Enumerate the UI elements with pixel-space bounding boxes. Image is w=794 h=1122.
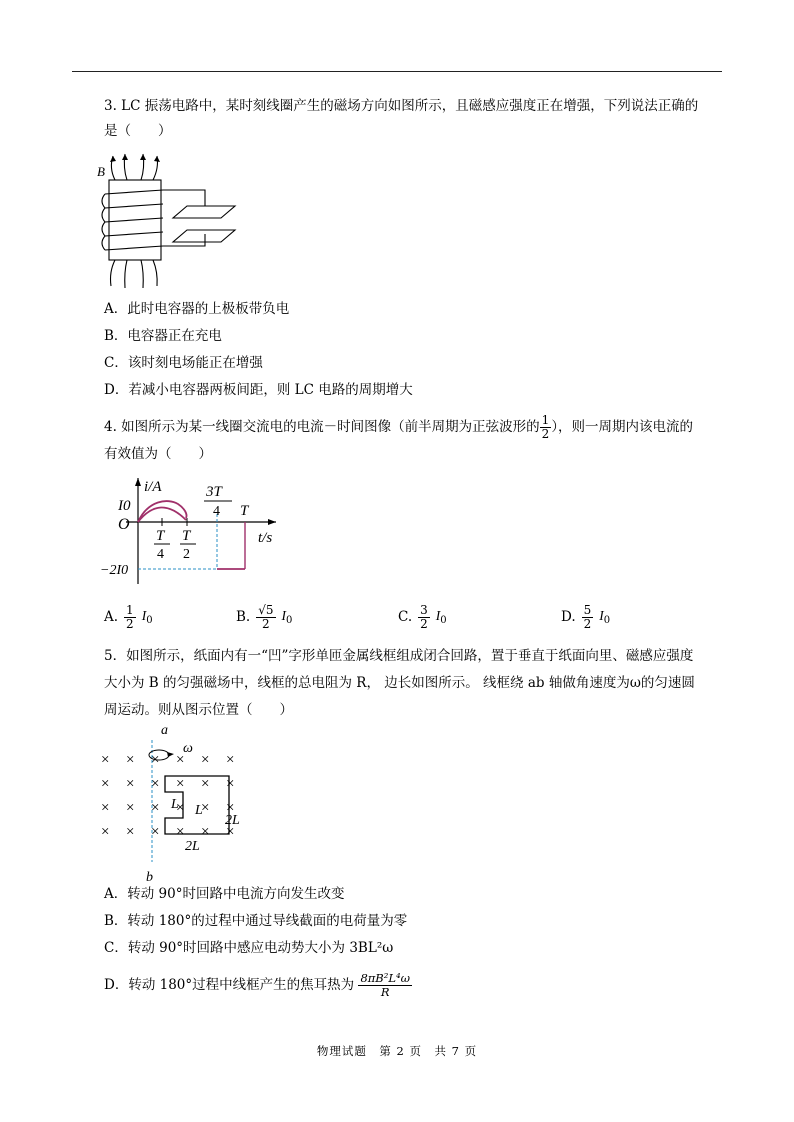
q4-tick-T2-num: T (182, 528, 191, 544)
field-cross: × (151, 752, 160, 768)
q5-option-d: D．转动 180°过程中线框产生的焦耳热为 $\frac{\text{8πB²L⁴ω}}{R}$ (104, 971, 410, 999)
field-cross: × (126, 824, 135, 840)
q4-stem-line1: 4. 如图所示为某一线圈交流电的电流－时间图像（前半周期为正弦波形的 $\frac{1}{2}$ ），则一周期内该电流的 (104, 413, 694, 441)
q4-tick-T2-den: 2 (183, 547, 190, 562)
q5-magnetic-field-crosses (101, 752, 234, 840)
field-cross: × (226, 752, 235, 768)
q4-tick-T: T (240, 503, 249, 519)
q4-tick-T4-den: 4 (157, 547, 164, 562)
field-cross: × (151, 776, 160, 792)
field-cross: × (226, 800, 235, 816)
field-cross: × (176, 752, 185, 768)
q4-tick-i0: I0 (118, 498, 131, 514)
q5-option-d-fraction: $\frac{\text{8πB²L⁴ω}}{R}$ (360, 971, 410, 999)
q5-label-omega: ω (183, 741, 193, 756)
q3-stem-line2: 是（ ） (104, 123, 172, 139)
q5-label-L1: L (171, 797, 179, 812)
q4-tick-T4-num: T (156, 528, 165, 544)
header-rule (72, 71, 722, 72)
q4-option-c: C. $\frac{3}{2}$ $I_0$ (398, 602, 447, 631)
field-cross: × (126, 800, 135, 816)
q3-field-label: B (97, 164, 105, 179)
field-cross: × (226, 776, 235, 792)
q5-stem-line2: 大小为 B 的匀强磁场中，线框的总电阻为 R， 边长如图所示。 线框绕 ab 轴做角速度为ω的匀速圆 (104, 675, 695, 691)
q5-label-L2: L (195, 803, 203, 818)
q4-option-a: A. $\frac{1}{2}$ $I_0$ (104, 602, 153, 631)
field-cross: × (126, 752, 135, 768)
q3-lc-circuit-figure (95, 150, 245, 290)
q4-tick-3T: 3T (206, 484, 222, 500)
field-cross: × (151, 800, 160, 816)
q5-option-a: A．转动 90°时回路中电流方向发生改变 (104, 886, 345, 902)
field-cross: × (201, 824, 210, 840)
q4-x-axis-label: t/s (258, 530, 273, 546)
field-cross: × (126, 776, 135, 792)
q5-loop-figure (95, 722, 255, 884)
q3-stem-line1: 3. LC 振荡电路中，某时刻线圈产生的磁场方向如图所示，且磁感应强度正在增强，下列说法正确的 (104, 98, 699, 114)
q4-origin: O (118, 516, 130, 533)
q4-tick-3T-den: 4 (213, 504, 220, 519)
q4-option-d: D. $\frac{5}{2}$ $I_0$ (561, 602, 611, 631)
field-cross: × (176, 800, 185, 816)
field-cross: × (101, 776, 110, 792)
field-cross: × (201, 776, 210, 792)
field-cross: × (226, 824, 235, 840)
field-cross: × (101, 824, 110, 840)
q5-option-b: B．转动 180°的过程中通过导线截面的电荷量为零 (104, 913, 408, 929)
q5-stem-line3: 周运动。则从图示位置（ ） (104, 702, 293, 718)
q5-option-c: C．转动 90°时回路中感应电动势大小为 3BL²ω (104, 940, 394, 956)
q3-option-c: C．该时刻电场能正在增强 (104, 355, 263, 371)
q5-stem-line1: 5．如图所示，纸面内有一“凹”字形单匝金属线框组成闭合回路，置于垂直于纸面向里、磁感应强度 (104, 648, 694, 664)
q5-label-a: a (161, 723, 168, 738)
q3-option-a: A．此时电容器的上极板带负电 (104, 301, 290, 317)
q4-current-time-graph (96, 474, 296, 584)
q4-tick-neg2i0: −2I0 (100, 563, 129, 578)
field-cross: × (151, 824, 160, 840)
q5-label-2L-bottom: 2L (185, 839, 200, 854)
q4-y-axis-label: i/A (144, 479, 162, 495)
field-cross: × (101, 800, 110, 816)
field-cross: × (101, 752, 110, 768)
field-cross: × (201, 752, 210, 768)
field-cross: × (201, 800, 210, 816)
q3-option-d: D．若减小电容器两板间距，则 LC 电路的周期增大 (104, 382, 413, 398)
q4-option-b: B. $\frac{√5}{2}$ $I_0$ (236, 602, 293, 631)
q4-stem-line2: 有效值为（ ） (104, 446, 212, 462)
field-cross: × (176, 776, 185, 792)
field-cross: × (176, 824, 185, 840)
q3-option-b: B．电容器正在充电 (104, 328, 222, 344)
page-footer: 物理试题 第 2 页 共 7 页 (316, 1044, 478, 1058)
q5-label-b: b (146, 870, 153, 884)
q4-stem-fraction: $\frac{1}{2}$ (541, 413, 550, 441)
q5-label-2L-right: 2L (225, 813, 240, 828)
